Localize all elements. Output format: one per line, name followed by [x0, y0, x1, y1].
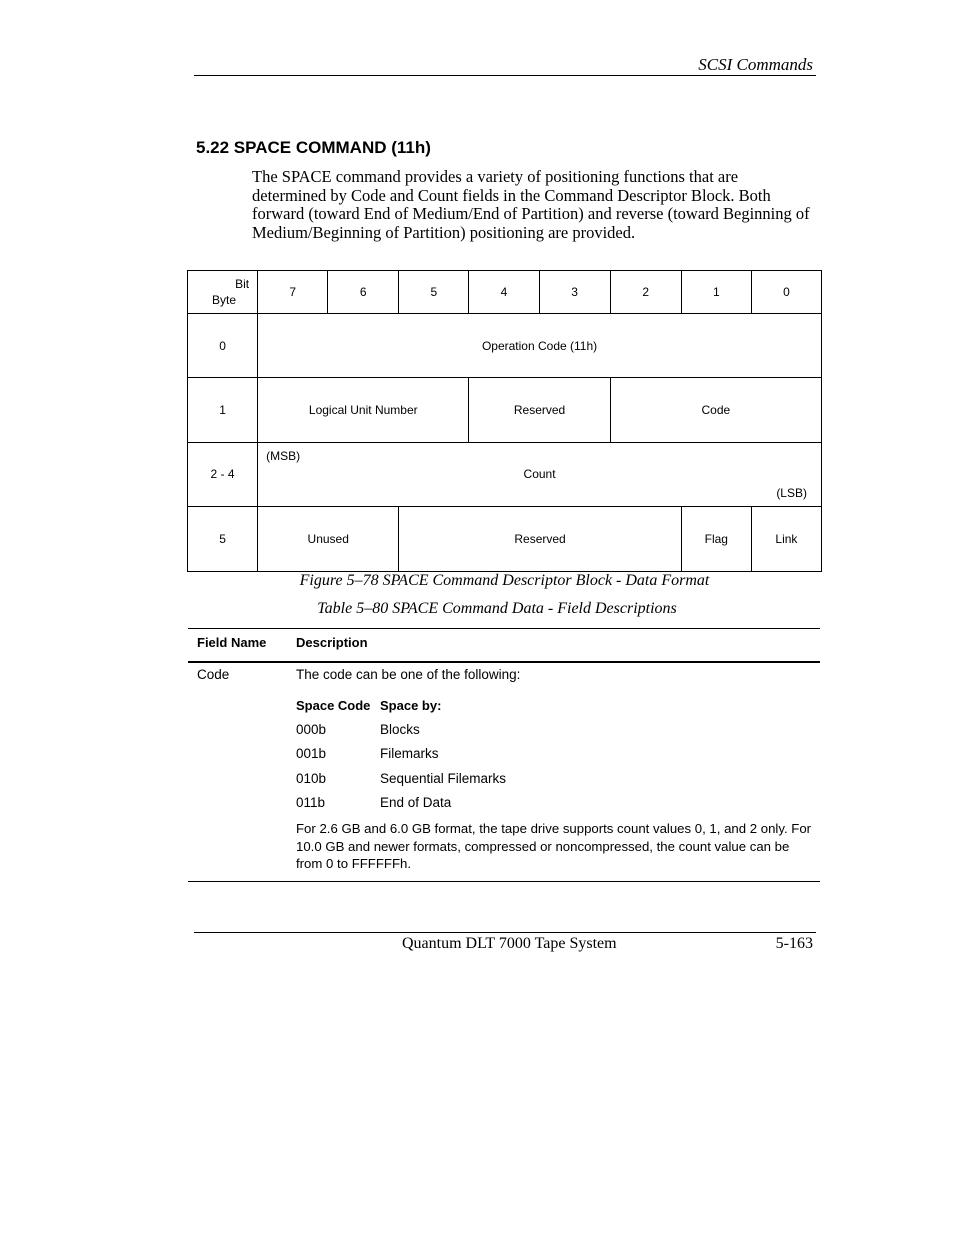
unused-field: Unused: [258, 506, 399, 571]
msb-label: (MSB): [266, 448, 301, 463]
cdb-corner-cell: [188, 271, 258, 314]
field-row-code: [188, 663, 820, 882]
bit-header: 1: [681, 271, 751, 314]
count-note: For 2.6 GB and 6.0 GB format, the tape drive supports count values 0, 1, and 2 only. For 10.0 GB and newer formats, compressed or noncompressed, the count value can be from 0 to FFFFFFh.: [296, 821, 812, 871]
opcode-field: Operation Code (11h): [258, 314, 822, 378]
space-code-value: 010b: [296, 771, 327, 786]
code-field: Code: [610, 378, 821, 442]
sub-col-space-code: Space Code: [296, 698, 371, 713]
field-table-header: [188, 628, 820, 663]
count-field: [258, 442, 822, 506]
cdb-row-byte2-4: [188, 442, 822, 506]
sub-col-space-by: Space by:: [380, 698, 442, 713]
header-rule: [194, 75, 816, 76]
bit-header: 4: [469, 271, 539, 314]
col-field-name: Field Name: [197, 635, 267, 650]
footer-rule: [194, 932, 816, 933]
running-header: SCSI Commands: [698, 55, 813, 74]
bit-header: 5: [399, 271, 469, 314]
reserved-field: Reserved: [399, 506, 681, 571]
figure-caption: Figure 5–78 SPACE Command Descriptor Block - Data Format: [299, 572, 710, 589]
space-by-value: Sequential Filemarks: [380, 771, 507, 786]
byte-number: 0: [188, 314, 258, 378]
col-description: Description: [296, 635, 368, 650]
reserved-field: Reserved: [469, 378, 610, 442]
table-caption: Table 5–80 SPACE Command Data - Field Descriptions: [317, 600, 677, 617]
space-code-value: 011b: [296, 795, 326, 810]
field-description-table: [188, 628, 820, 882]
byte-number: 1: [188, 378, 258, 442]
space-code-value: 000b: [296, 722, 327, 737]
count-label: Count: [523, 467, 556, 482]
field-description-lead: The code can be one of the following:: [296, 667, 521, 682]
cdb-row-byte0: [188, 314, 822, 378]
bit-header: 3: [539, 271, 610, 314]
bit-header: 0: [751, 271, 821, 314]
link-field: Link: [751, 506, 821, 571]
intro-paragraph: The SPACE command provides a variety of positioning functions that are determined by Code and Count fields in the Command Descriptor Block. Both forward (toward End of Medium/End of Partition) and reverse (toward Beginning of Medium/Beginning of Partition) positioning are provided.: [252, 167, 810, 242]
page-number: 5-163: [775, 935, 813, 952]
lsb-label: (LSB): [776, 485, 807, 500]
byte-label: Byte: [212, 293, 237, 308]
space-by-value: End of Data: [380, 795, 452, 810]
space-by-value: Filemarks: [380, 746, 439, 761]
byte-number: 5: [188, 506, 258, 571]
space-code-value: 001b: [296, 746, 327, 761]
lun-field: Logical Unit Number: [258, 378, 469, 442]
cdb-row-byte5: [188, 506, 822, 571]
bit-header: 6: [328, 271, 399, 314]
bit-header: 2: [610, 271, 681, 314]
bit-header: 7: [258, 271, 328, 314]
field-name: Code: [197, 667, 230, 682]
section-heading: 5.22 SPACE COMMAND (11h): [196, 138, 431, 157]
cdb-format-table: [187, 270, 822, 572]
cdb-row-byte1: [188, 378, 822, 442]
flag-field: Flag: [681, 506, 751, 571]
bit-label: Bit: [235, 277, 250, 291]
space-by-value: Blocks: [380, 722, 420, 737]
footer-title: Quantum DLT 7000 Tape System: [402, 935, 617, 952]
byte-number: 2 - 4: [188, 442, 258, 506]
cdb-bit-row: [188, 271, 822, 314]
